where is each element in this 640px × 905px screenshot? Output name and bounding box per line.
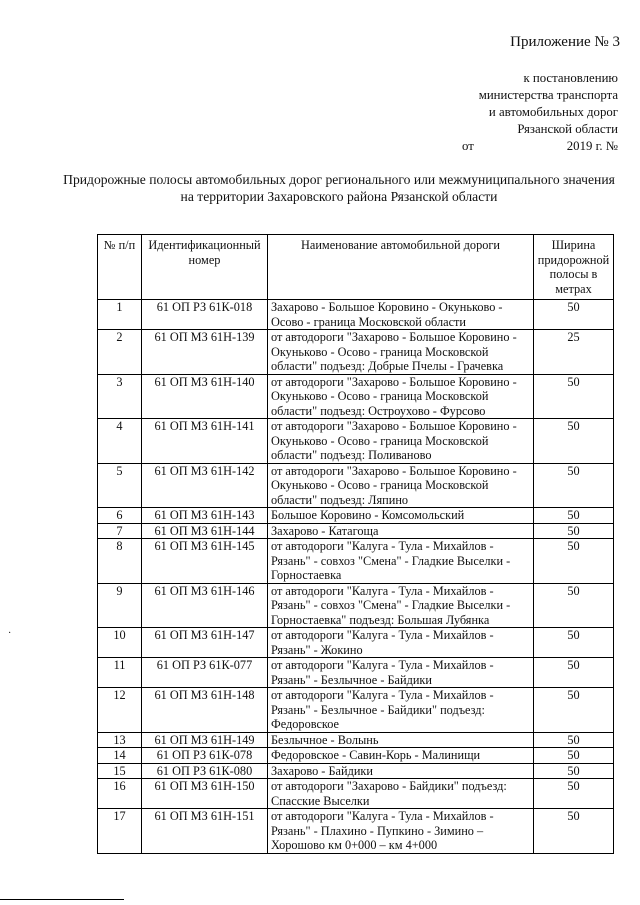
reference-line: и автомобильных дорог	[488, 105, 618, 119]
row-id: 61 ОП РЗ 61К-018	[142, 300, 268, 330]
row-road-name: от автодороги "Калуга - Тула - Михайлов - Рязань" - Плахино - Пупкино - Зимино – Хорошово км 0+000 – км 4+000	[268, 809, 534, 854]
row-number: 8	[98, 539, 142, 584]
row-road-name: от автодороги "Захарово - Большое Коровино - Окуньково - Осово - граница Московской области" подъезд: Поливаново	[268, 419, 534, 464]
row-id: 61 ОП МЗ 61Н-144	[142, 523, 268, 539]
row-number: 10	[98, 628, 142, 658]
table-row	[98, 658, 614, 688]
appendix-number: Приложение № 3	[510, 34, 620, 50]
row-id: 61 ОП МЗ 61Н-141	[142, 419, 268, 464]
row-id: 61 ОП МЗ 61Н-145	[142, 539, 268, 584]
row-number: 9	[98, 583, 142, 628]
header-number: № п/п	[98, 235, 142, 300]
row-id: 61 ОП МЗ 61Н-142	[142, 463, 268, 508]
row-width: 50	[534, 463, 614, 508]
table-row	[98, 419, 614, 464]
header-road-name: Наименование автомобильной дороги	[268, 235, 534, 300]
row-number: 14	[98, 748, 142, 764]
table-row	[98, 463, 614, 508]
row-width: 50	[534, 523, 614, 539]
date-prefix: от	[462, 139, 474, 153]
row-number: 2	[98, 330, 142, 375]
row-road-name: Безлычное - Волынь	[268, 732, 534, 748]
row-width: 50	[534, 658, 614, 688]
row-width: 50	[534, 300, 614, 330]
reference-line: к постановлению	[523, 71, 618, 85]
row-road-name: от автодороги "Калуга - Тула - Михайлов - Рязань" - совхоз "Смена" - Гладкие Выселки - Горностаевка" подъезд: Большая Лубянка	[268, 583, 534, 628]
row-road-name: Большое Коровино - Комсомольский	[268, 508, 534, 524]
row-road-name: Федоровское - Савин-Корь - Малинищи	[268, 748, 534, 764]
row-number: 3	[98, 374, 142, 419]
row-width: 50	[534, 763, 614, 779]
row-id: 61 ОП МЗ 61Н-149	[142, 732, 268, 748]
row-id: 61 ОП РЗ 61К-080	[142, 763, 268, 779]
table-body	[98, 300, 614, 854]
row-road-name: от автодороги "Захарово - Большое Коровино - Окуньково - Осово - граница Московской области" подъезд: Остроухово - Фурсово	[268, 374, 534, 419]
table-row	[98, 779, 614, 809]
row-number: 5	[98, 463, 142, 508]
row-road-name: от автодороги "Калуга - Тула - Михайлов - Рязань" - Безлычное - Байдики" подъезд: Федоровское	[268, 688, 534, 733]
row-number: 4	[98, 419, 142, 464]
row-number: 7	[98, 523, 142, 539]
reference-line: Рязанской области	[517, 122, 618, 136]
table-row	[98, 330, 614, 375]
reference-date	[408, 138, 618, 155]
row-width: 50	[534, 628, 614, 658]
row-road-name: Захарово - Большое Коровино - Окуньково - Осово - граница Московской области	[268, 300, 534, 330]
table-row	[98, 374, 614, 419]
row-road-name: от автодороги "Захарово - Большое Коровино - Окуньково - Осово - граница Московской области" подъезд: Добрые Пчелы - Грачевка	[268, 330, 534, 375]
document-title: Придорожные полосы автомобильных дорог регионального или межмуниципального значения на территории Захаровского района Рязанской области	[63, 172, 615, 204]
table-row	[98, 748, 614, 764]
row-width: 25	[534, 330, 614, 375]
row-number: 12	[98, 688, 142, 733]
table-row	[98, 809, 614, 854]
reference-line: министерства транспорта	[478, 88, 618, 102]
table-row	[98, 539, 614, 584]
table-row	[98, 523, 614, 539]
row-width: 50	[534, 748, 614, 764]
row-id: 61 ОП МЗ 61Н-146	[142, 583, 268, 628]
table-row	[98, 688, 614, 733]
row-id: 61 ОП МЗ 61Н-147	[142, 628, 268, 658]
row-width: 50	[534, 539, 614, 584]
row-width: 50	[534, 779, 614, 809]
table-row	[98, 763, 614, 779]
row-id: 61 ОП МЗ 61Н-148	[142, 688, 268, 733]
row-id: 61 ОП РЗ 61К-078	[142, 748, 268, 764]
table-header-row	[98, 235, 614, 300]
roads-table	[97, 234, 614, 854]
row-width: 50	[534, 583, 614, 628]
row-width: 50	[534, 809, 614, 854]
row-number: 13	[98, 732, 142, 748]
row-road-name: Захарово - Байдики	[268, 763, 534, 779]
table-row	[98, 300, 614, 330]
row-id: 61 ОП РЗ 61К-077	[142, 658, 268, 688]
header-width: Ширина придорожной полосы в метрах	[534, 235, 614, 300]
row-road-name: от автодороги "Захарово - Байдики" подъезд: Спасские Выселки	[268, 779, 534, 809]
table-row	[98, 628, 614, 658]
row-road-name: от автодороги "Калуга - Тула - Михайлов - Рязань" - Жокино	[268, 628, 534, 658]
row-id: 61 ОП МЗ 61Н-139	[142, 330, 268, 375]
row-width: 50	[534, 419, 614, 464]
row-id: 61 ОП МЗ 61Н-150	[142, 779, 268, 809]
row-road-name: Захарово - Катагоща	[268, 523, 534, 539]
row-road-name: от автодороги "Калуга - Тула - Михайлов - Рязань" - Безлычное - Байдики	[268, 658, 534, 688]
row-number: 6	[98, 508, 142, 524]
row-number: 11	[98, 658, 142, 688]
date-suffix: 2019 г. №	[566, 139, 618, 153]
row-width: 50	[534, 508, 614, 524]
row-number: 17	[98, 809, 142, 854]
table-row	[98, 732, 614, 748]
row-number: 1	[98, 300, 142, 330]
row-number: 16	[98, 779, 142, 809]
resolution-reference	[408, 70, 618, 155]
footnote-rule	[0, 899, 124, 900]
scan-speck: ·	[8, 628, 12, 639]
row-width: 50	[534, 732, 614, 748]
header-id: Идентификационный номер	[142, 235, 268, 300]
row-number: 15	[98, 763, 142, 779]
table-row	[98, 508, 614, 524]
row-road-name: от автодороги "Захарово - Большое Коровино - Окуньково - Осово - граница Московской области" подъезд: Ляпино	[268, 463, 534, 508]
row-id: 61 ОП МЗ 61Н-143	[142, 508, 268, 524]
row-width: 50	[534, 688, 614, 733]
row-road-name: от автодороги "Калуга - Тула - Михайлов - Рязань" - совхоз "Смена" - Гладкие Выселки - Горностаевка	[268, 539, 534, 584]
row-width: 50	[534, 374, 614, 419]
table-row	[98, 583, 614, 628]
row-id: 61 ОП МЗ 61Н-140	[142, 374, 268, 419]
row-id: 61 ОП МЗ 61Н-151	[142, 809, 268, 854]
